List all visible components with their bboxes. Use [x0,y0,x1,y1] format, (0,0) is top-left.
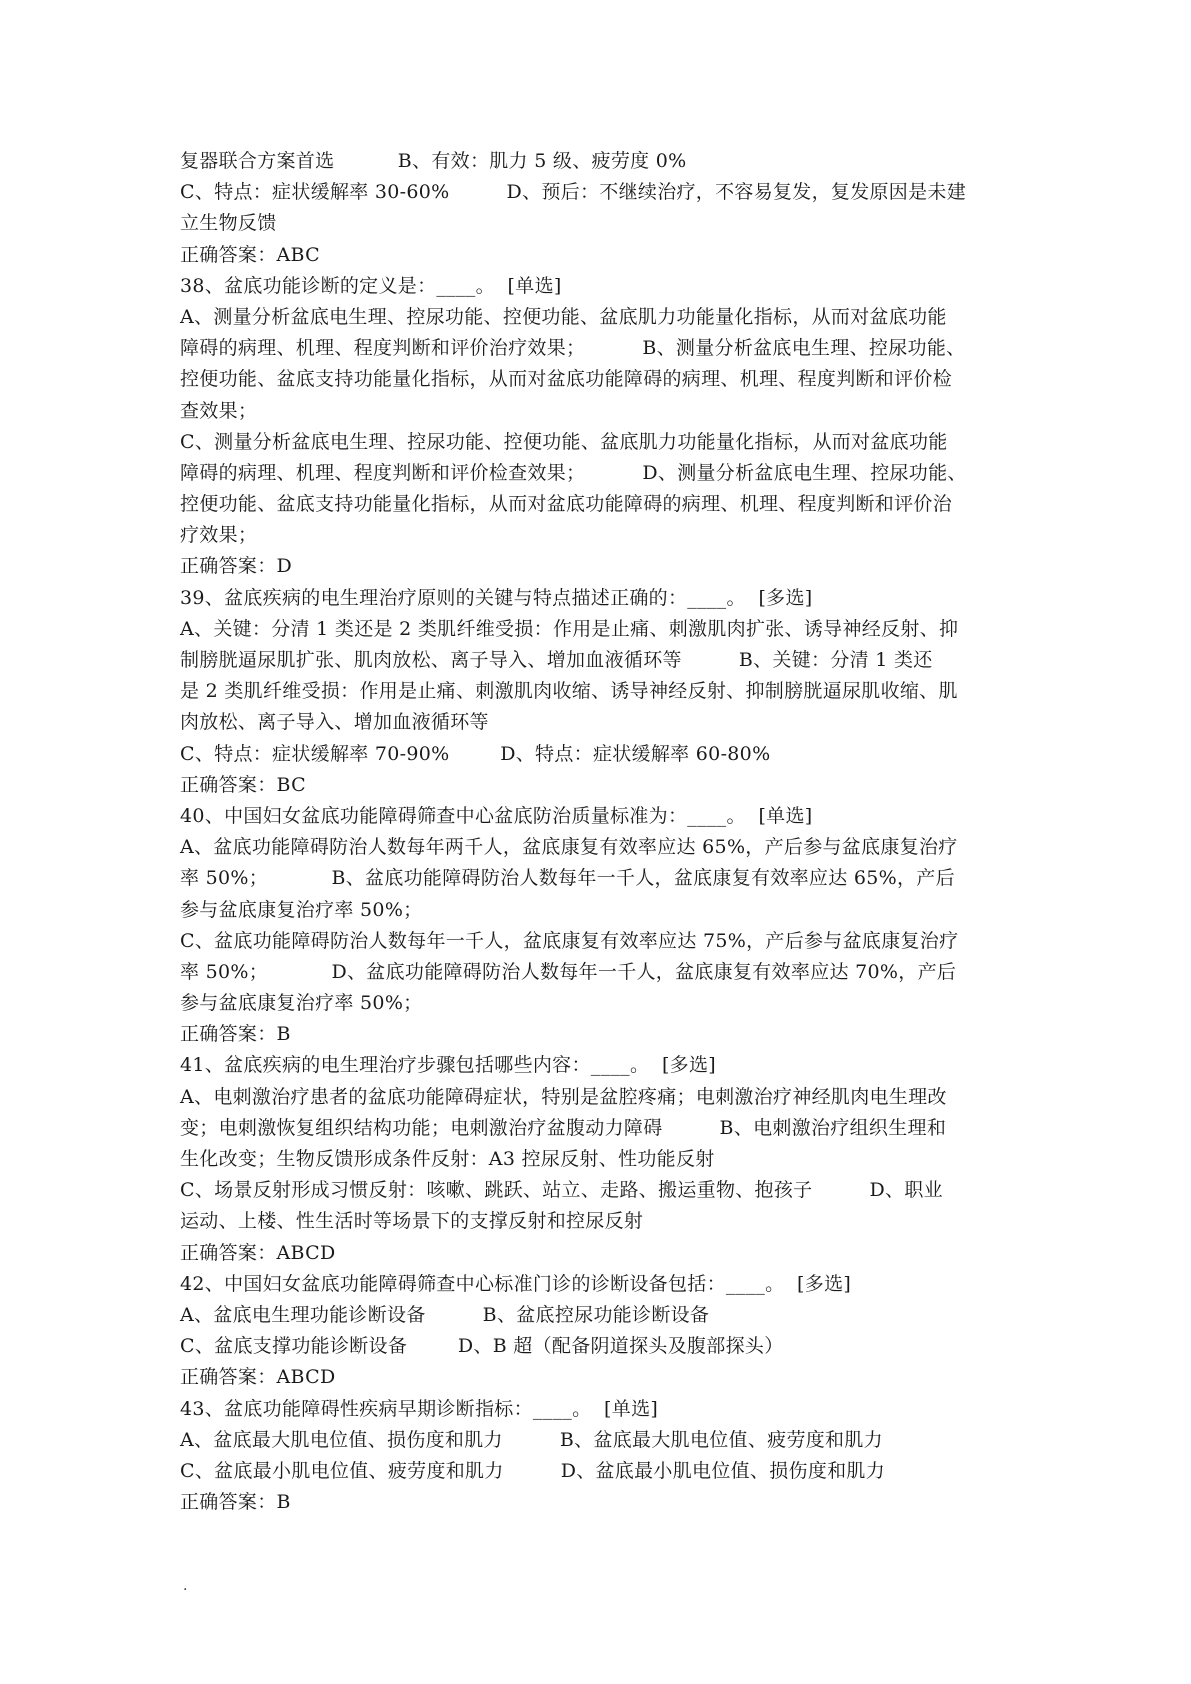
question-41: 41、盆底疾病的电生理治疗步骤包括哪些内容：____。 [多选] [180,1054,716,1077]
text-line: A、测量分析盆底电生理、控尿功能、控便功能、盆底肌力功能量化指标，从而对盆底功能 [180,305,947,328]
text-line: 控便功能、盆底支持功能量化指标，从而对盆底功能障碍的病理、机理、程度判断和评价检 [180,368,953,391]
answer-line: 正确答案：ABCD [180,1366,336,1389]
text-line: 率 50%； B、盆底功能障碍防治人数每年一千人，盆底康复有效率应达 65%，产后 [180,867,955,890]
text-line: 立生物反馈 [180,212,277,235]
answer-line: 正确答案：ABC [180,243,320,266]
text-line: C、特点：症状缓解率 70-90% D、特点：症状缓解率 60-80% [180,742,771,765]
text-line: C、特点：症状缓解率 30-60% D、预后：不继续治疗，不容易复发，复发原因是未建 [180,181,966,204]
text-line: 障碍的病理、机理、程度判断和评价治疗效果； B、测量分析盆底电生理、控尿功能、 [180,337,966,360]
text-line: 疗效果； [180,524,258,547]
answer-line: 正确答案：ABCD [180,1241,336,1264]
text-line: 率 50%； D、盆底功能障碍防治人数每年一千人，盆底康复有效率应达 70%，产后 [180,960,957,983]
text-line: 运动、上楼、性生活时等场景下的支撑反射和控尿反射 [180,1210,644,1233]
text-line: 是 2 类肌纤维受损：作用是止痛、刺激肌肉收缩、诱导神经反射、抑制膀胱逼尿肌收缩、肌 [180,680,958,703]
text-line: A、盆底最大肌电位值、损伤度和肌力 B、盆底最大肌电位值、疲劳度和肌力 [180,1428,883,1451]
answer-line: 正确答案：D [180,555,293,578]
text-line: 障碍的病理、机理、程度判断和评价检查效果； D、测量分析盆底电生理、控尿功能、 [180,461,967,484]
text-line: C、盆底最小肌电位值、疲劳度和肌力 D、盆底最小肌电位值、损伤度和肌力 [180,1459,886,1482]
answer-line: 正确答案：B [180,1491,291,1514]
text-line: 查效果； [180,399,258,422]
text-line: 变；电刺激恢复组织结构功能；电刺激治疗盆腹动力障碍 B、电刺激治疗组织生理和 [180,1116,947,1139]
question-39: 39、盆底疾病的电生理治疗原则的关键与特点描述正确的：____。 [多选] [180,586,813,609]
text-line: 参与盆底康复治疗率 50%； [180,992,423,1015]
text-line: 生化改变；生物反馈形成条件反射：A3 控尿反射、性功能反射 [180,1148,715,1170]
question-43: 43、盆底功能障碍性疾病早期诊断指标：____。 [单选] [180,1397,659,1420]
text-line: 肉放松、离子导入、增加血液循环等 [180,711,489,734]
question-40: 40、中国妇女盆底功能障碍筛查中心盆底防治质量标准为：____。 [单选] [180,804,813,827]
answer-line: 正确答案：B [180,1023,291,1046]
text-line: 复器联合方案首选 B、有效：肌力 5 级、疲劳度 0% [180,150,687,172]
text-line: A、盆底功能障碍防治人数每年两千人，盆底康复有效率应达 65%，产后参与盆底康复治疗 [180,836,958,859]
text-line: A、关键：分清 1 类还是 2 类肌纤维受损：作用是止痛、刺激肌肉扩张、诱导神经反射、抑 [180,617,959,640]
text-line: C、盆底支撑功能诊断设备 D、B 超（配备阴道探头及腹部探头） [180,1335,784,1358]
question-38: 38、盆底功能诊断的定义是：____。 [单选] [180,274,562,297]
text-line: 制膀胱逼尿肌扩张、肌肉放松、离子导入、增加血液循环等 B、关键：分清 1 类还 [180,649,933,671]
text-line: C、盆底功能障碍防治人数每年一千人，盆底康复有效率应达 75%，产后参与盆底康复治疗 [180,929,959,952]
text-line: C、测量分析盆底电生理、控尿功能、控便功能、盆底肌力功能量化指标，从而对盆底功能 [180,430,948,453]
footer-mark: . [183,1578,188,1594]
text-line: 参与盆底康复治疗率 50%； [180,898,423,921]
text-line: C、场景反射形成习惯反射：咳嗽、跳跃、站立、走路、搬运重物、抱孩子 D、职业 [180,1179,943,1202]
text-line: A、电刺激治疗患者的盆底功能障碍症状，特别是盆腔疼痛；电刺激治疗神经肌肉电生理改 [180,1085,947,1108]
document-body [180,146,1020,1518]
text-line: A、盆底电生理功能诊断设备 B、盆底控尿功能诊断设备 [180,1303,710,1326]
question-42: 42、中国妇女盆底功能障碍筛查中心标准门诊的诊断设备包括：____。 [多选] [180,1272,852,1295]
answer-line: 正确答案：BC [180,773,306,796]
text-line: 控便功能、盆底支持功能量化指标，从而对盆底功能障碍的病理、机理、程度判断和评价治 [180,493,953,516]
